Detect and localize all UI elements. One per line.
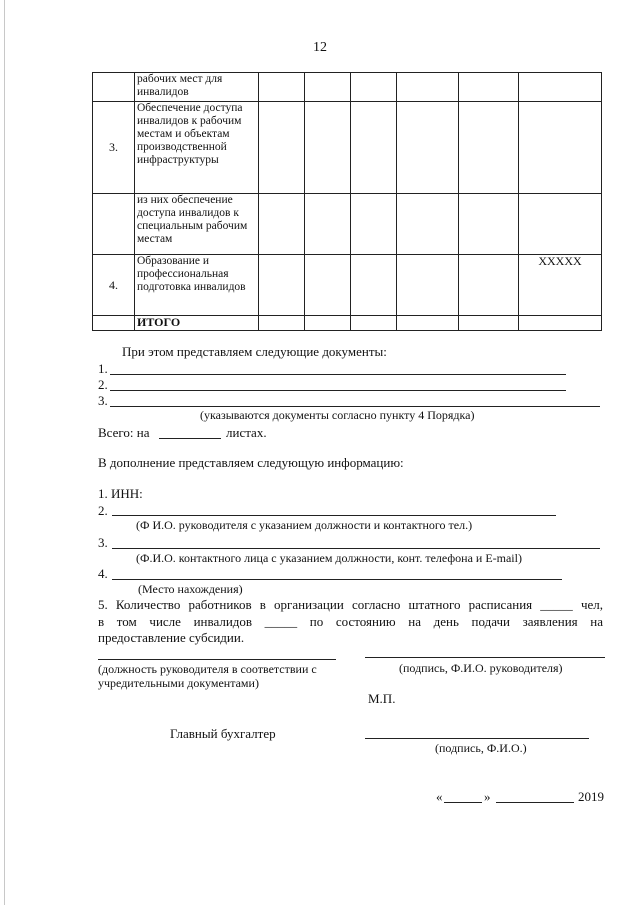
position-hint-line-2: учредительными документами) [98,676,259,690]
table-cell [259,255,305,316]
employees-line-1: 5. Количество работников в организации согласно штатного расписания _____ чел, [98,597,603,612]
info-intro: В дополнение представляем следующую информацию: [98,455,404,470]
table-cell [351,316,397,331]
position-hint-line-1: (должность руководителя в соответствии с [98,662,317,676]
table-cell [305,73,351,102]
total-sheets-prefix: Всего: на [98,425,150,440]
table-cell [305,194,351,255]
total-sheets-field[interactable] [159,438,221,439]
row-number [93,194,135,255]
table-cell [397,316,459,331]
table-row [93,194,602,255]
row-extra: XXXXX [519,255,602,316]
row-number: 4. [93,255,135,316]
row-number [93,316,135,331]
table-cell [305,316,351,331]
table-cell [259,316,305,331]
date-year: 2019 [578,789,604,804]
total-label: ИТОГО [135,316,259,331]
table-cell [459,255,519,316]
table-cell [397,102,459,194]
row-extra [519,102,602,194]
accountant-label: Главный бухгалтер [170,726,276,741]
table-cell [351,194,397,255]
date-open-quote: « [436,789,443,804]
date-month-field[interactable] [496,802,574,803]
head-of-org-hint: (Ф И.О. руководителя с указанием должности и контактного тел.) [136,518,473,532]
table-cell [459,316,519,331]
head-signature-line[interactable] [365,657,605,658]
row-label: Обеспечение доступа инвалидов к рабочим местам и объектам производственной инфраструктуры [135,102,259,194]
head-of-org-field[interactable] [112,515,556,516]
row-number: 3. [93,102,135,194]
table-cell [397,194,459,255]
accountant-signature-hint: (подпись, Ф.И.О.) [435,741,527,755]
employees-line-3: предоставление субсидии. [98,630,245,645]
table-row-total [93,316,602,331]
info-item-2-number: 2. [98,503,108,518]
table-cell [459,73,519,102]
position-signature-line[interactable] [98,659,336,660]
row-extra [519,194,602,255]
info-item-3-number: 3. [98,535,108,550]
contact-person-hint: (Ф.И.О. контактного лица с указанием должности, конт. телефона и E-mail) [136,551,522,565]
table-row [93,102,602,194]
table-row [93,255,602,316]
row-extra [519,316,602,331]
table-cell [351,73,397,102]
row-label: рабочих мест для инвалидов [135,73,259,102]
info-item-4-number: 4. [98,566,108,581]
table-cell [459,102,519,194]
accountant-signature-line[interactable] [365,738,589,739]
row-extra [519,73,602,102]
doc-item-2-field[interactable] [110,390,566,391]
table-cell [259,73,305,102]
row-number [93,73,135,102]
table-cell [259,194,305,255]
head-signature-hint: (подпись, Ф.И.О. руководителя) [399,661,563,675]
table-cell [305,102,351,194]
table-row [93,73,602,102]
location-hint: (Место нахождения) [138,582,243,596]
table-cell [259,102,305,194]
doc-item-1-number: 1. [98,361,108,376]
table-cell [305,255,351,316]
table-cell [397,255,459,316]
table-cell [351,255,397,316]
date-close-quote: » [484,789,491,804]
date-day-field[interactable] [444,802,482,803]
page-edge-line [4,0,5,905]
total-sheets-suffix: листах. [226,425,267,440]
doc-item-2-number: 2. [98,377,108,392]
location-field[interactable] [112,579,562,580]
stamp-placeholder: М.П. [368,691,396,706]
doc-item-3-number: 3. [98,393,108,408]
table-cell [351,102,397,194]
doc-item-1-field[interactable] [110,374,566,375]
row-label: из них обеспечение доступа инвалидов к специальным рабочим местам [135,194,259,255]
page-number: 12 [313,40,327,55]
documents-hint: (указываются документы согласно пункту 4 Порядка) [200,408,475,422]
info-inn-label: 1. ИНН: [98,486,143,501]
documents-intro: При этом представляем следующие документы: [122,344,387,359]
contact-person-field[interactable] [112,548,600,549]
measures-table [92,72,602,331]
table-cell [397,73,459,102]
table-cell [459,194,519,255]
row-label: Образование и профессиональная подготовка инвалидов [135,255,259,316]
employees-line-2: в том числе инвалидов _____ по состоянию на день подачи заявления на [98,614,603,629]
